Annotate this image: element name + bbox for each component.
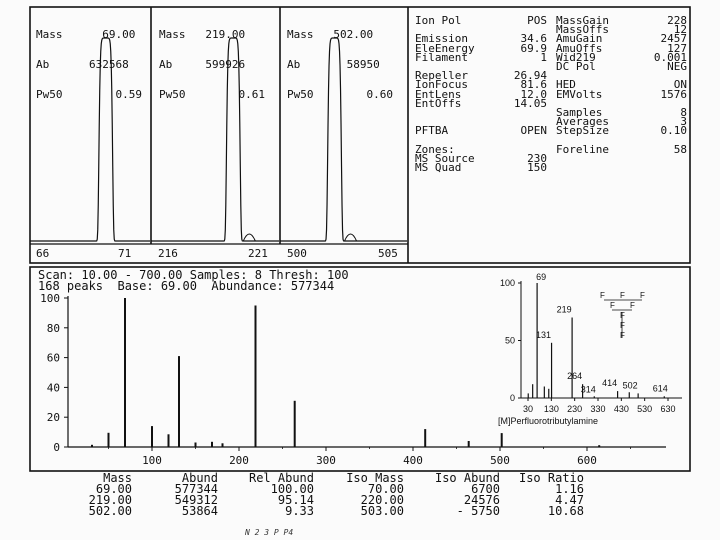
inset-y-tick-label: 0 [509,393,515,403]
x-tick-label: 600 [577,454,597,467]
fluorine-atom: F [620,311,625,320]
inset-x-tick-label: 630 [660,404,676,414]
table-row [60,484,584,495]
spectrum-bar [468,441,470,447]
cell: 219.00 [88,493,132,507]
y-tick-label: 100 [40,292,60,305]
cell: 24576 [463,493,500,507]
col-iso-ratio: Iso Ratio [518,471,584,485]
param-value-right-4: 0.001 [653,50,687,64]
cell: 53864 [181,504,218,518]
mass-label: Mass [36,28,63,41]
profile-2-xmax: 221 [248,247,268,260]
ab-label: Ab [287,58,301,71]
fluorine-atom: F [640,291,645,300]
param-value-left-10: 230 [527,152,547,165]
param-value-right-6: ON [673,78,687,92]
cell: - 5750 [456,504,500,518]
fluorine-atom: F [610,301,615,310]
param-value-left-8: OPEN [520,124,547,138]
profile-2-xmin: 216 [158,247,178,260]
param-label-right-7: EMVolts [556,87,603,101]
inset-x-tick-label: 30 [522,404,534,414]
inset-y-tick-label: 50 [504,335,515,346]
param-label-right-8: Samples [556,106,603,119]
param-value-right-10: 0.10 [660,124,687,138]
fluorine-atom: F [620,321,625,330]
spectrum-bar [255,306,257,448]
param-label-left-6: EntLens [415,87,462,101]
cell: 549312 [174,493,218,507]
cell: 6700 [471,482,500,496]
profile-3-xmax: 505 [378,247,398,260]
y-tick-label: 0 [53,441,60,454]
spectrum-bar [178,356,180,447]
molecule-structure [600,291,645,340]
inset-peak-label: 69 [536,272,547,282]
param-label-left-5: IonFocus [415,78,468,92]
col-rel-abund: Rel Abund [248,471,314,485]
param-label-right-6: HED [556,78,576,92]
fluorine-atom: F [600,291,605,300]
compound-name: [M]Perfluorotributylamine [498,416,599,426]
y-tick-label: 20 [46,411,60,425]
param-value-left-2: 69.9 [520,41,547,55]
spectrum-bar [151,426,153,447]
cell: 69.00 [95,482,132,496]
x-tick-label: 100 [142,454,162,467]
spectrum-bar [598,445,600,447]
x-tick-label: 200 [229,454,249,467]
fluorine-atom: F [620,331,625,340]
scan-header-line-2: 168 peaks Base: 69.00 Abundance: 577344 [38,279,335,293]
param-label-left-1: Emission [415,32,468,46]
mass-value: 219.00 [205,28,246,41]
inset-peak-label: 131 [536,329,552,340]
param-value-left-1: 34.6 [520,32,547,46]
param-value-right-11: 58 [673,142,687,156]
param-label-left-2: EleEnergy [415,41,475,55]
mass-value: 69.00 [102,28,136,41]
cell: 4.47 [555,493,584,507]
inset-x-tick-label: 430 [613,404,629,414]
col-iso-mass: Iso Mass [346,471,404,485]
pw-value: 0.59 [115,88,142,101]
param-label-right-3: AmuOffs [556,41,603,55]
spectrum-bar [108,433,110,447]
cell: 220.00 [360,493,404,507]
mass-label: Mass [159,28,186,41]
ab-label: Ab [36,58,50,71]
param-value-left-6: 12.0 [520,87,547,101]
profile-3-xmin: 500 [287,247,307,260]
param-label-left-10: MS Source [415,152,475,165]
ab-value: 599926 [205,58,246,71]
cell: 503.00 [360,504,404,518]
cell: 10.68 [547,504,584,518]
x-tick-label: 500 [490,454,510,467]
inset-peak-label: 219 [556,304,572,315]
param-value-left-11: 150 [527,161,547,175]
inset-x-tick-label: 330 [590,404,606,414]
handwritten-annotation: N 2 3 P P4 [245,528,294,537]
spectrum-bar [424,429,426,447]
param-value-left-0: POS [527,14,547,27]
param-label-right-1: MassOffs [556,23,609,37]
spectrum-bar [501,433,503,447]
param-value-right-0: 228 [667,14,687,27]
pw-label: Pw50 [36,88,63,101]
col-mass: Mass [103,471,132,485]
param-value-right-2: 2457 [660,32,687,46]
inset-peak-label: 502 [622,380,638,391]
param-label-right-5: DC Pol [556,60,596,73]
cell: 95.14 [277,493,314,507]
param-label-left-4: Repeller [415,69,468,83]
param-label-left-8: PFTBA [415,124,449,138]
param-value-left-7: 14.05 [513,96,547,110]
param-label-right-10: StepSize [556,124,609,138]
scan-header-line-1: Scan: 10.00 - 700.00 Samples: 8 Thresh: 100 [38,268,349,282]
inset-y-tick-label: 100 [499,278,515,288]
col-iso-abund: Iso Abund [434,471,500,485]
param-value-left-5: 81.6 [520,78,547,92]
param-label-left-9: Zones: [415,142,455,156]
cell: 1.16 [555,482,584,496]
ab-value: 632568 [89,58,129,71]
spectrum-bar [211,442,213,447]
param-label-left-11: MS Quad [415,161,462,175]
x-tick-label: 300 [316,454,336,467]
mass-value: 502.00 [333,28,374,41]
param-value-right-7: 1576 [660,87,687,101]
param-value-right-5: NEG [667,60,687,73]
cell: 100.00 [270,482,314,496]
inset-peak-label: 314 [580,384,596,395]
fluorine-atom: F [630,301,635,310]
table-row [60,495,584,506]
spectrum-bar [222,443,224,447]
cell: 577344 [174,482,218,496]
param-label-left-3: Filament [415,50,468,64]
param-label-left-7: EntOffs [415,96,462,110]
profile-1-xmin: 66 [36,247,50,260]
inset-peak-label: 614 [652,383,668,394]
spectrum-bar [124,298,126,447]
param-value-right-1: 12 [673,23,687,37]
profile-1-xmax: 71 [118,247,132,260]
param-label-right-9: Averages [556,115,609,129]
isotope-table [60,472,584,517]
inset-x-tick-label: 130 [543,404,559,414]
param-value-right-3: 127 [667,41,687,55]
mass-label: Mass [287,28,314,41]
param-label-right-2: AmuGain [556,32,603,46]
param-label-left-0: Ion Pol [415,14,462,27]
y-tick-label: 60 [46,351,60,365]
cell: 70.00 [367,482,404,496]
col-abund: Abund [181,471,218,485]
spectrum-bar [294,401,296,447]
ab-value: 58950 [346,58,380,71]
spectrum-bar [195,443,197,448]
spectrum-bar [168,434,170,447]
fluorine-atom: F [620,291,625,300]
cell: 9.33 [285,504,314,518]
param-value-left-4: 26.94 [513,69,547,83]
inset-x-tick-label: 230 [567,404,583,414]
inset-peak-label: 414 [602,378,618,389]
cell: 502.00 [88,504,132,518]
x-tick-label: 400 [403,454,423,467]
y-tick-label: 80 [46,321,60,335]
param-label-right-4: Wid219 [556,50,596,64]
y-tick-label: 40 [46,381,60,395]
pw-value: 0.61 [238,88,265,101]
param-label-right-11: Foreline [556,142,609,156]
param-value-right-8: 8 [680,106,687,119]
pw-label: Pw50 [287,88,314,101]
param-label-right-0: MassGain [556,14,609,27]
inset-peak-label: 264 [567,371,583,382]
inset-x-tick-label: 530 [637,404,653,414]
pw-value: 0.60 [366,88,393,101]
table-row [60,506,584,517]
ab-label: Ab [159,58,173,71]
pw-label: Pw50 [159,88,186,101]
param-value-right-9: 3 [680,115,687,129]
param-value-left-3: 1 [540,50,547,64]
spectrum-bar [91,445,93,447]
